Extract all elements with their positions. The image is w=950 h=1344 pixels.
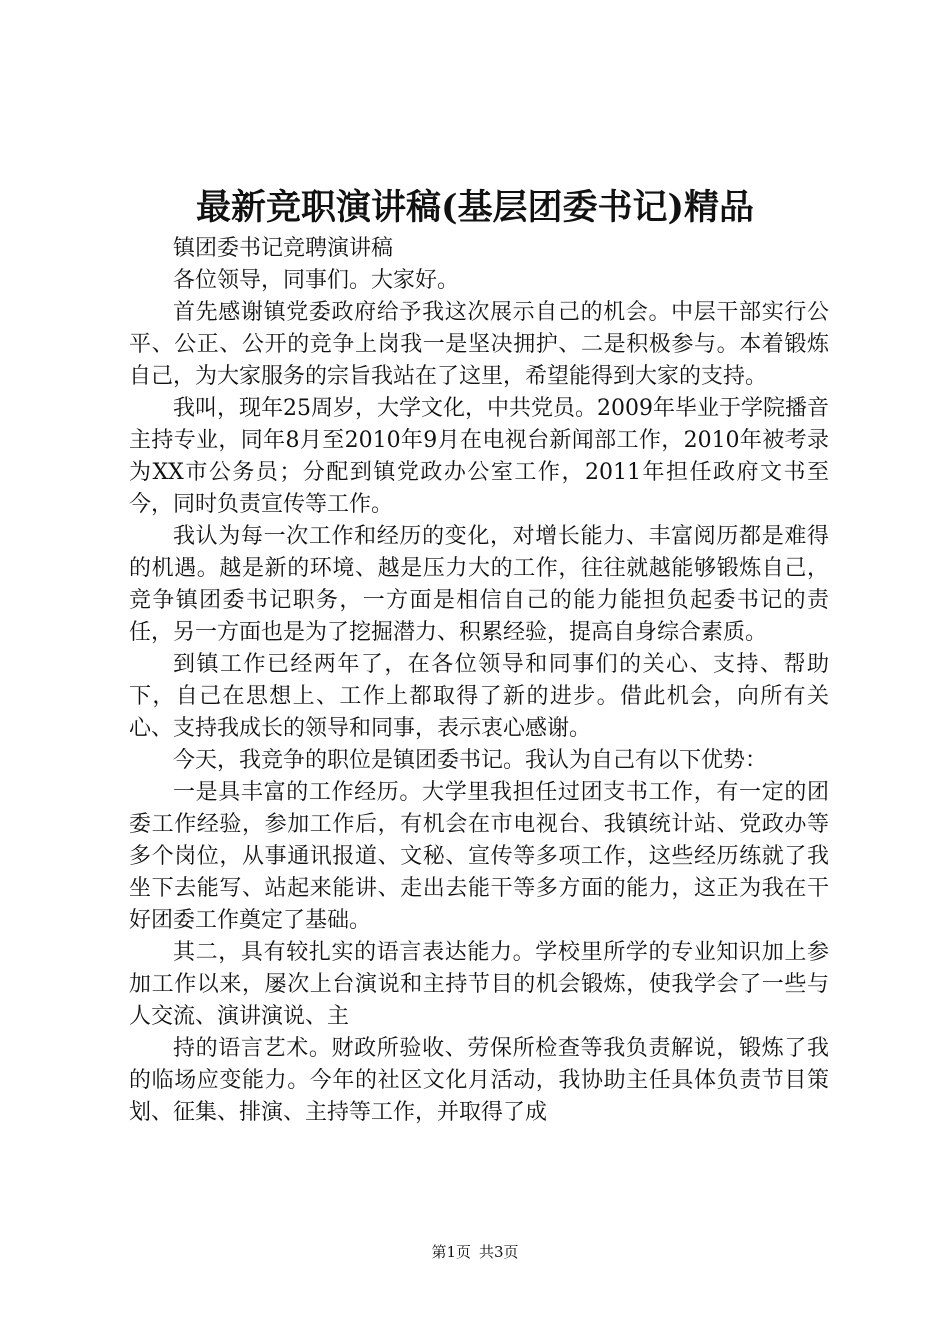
page-footer bbox=[0, 1240, 950, 1264]
body-paragraph: 首先感谢镇党委政府给予我这次展示自己的机会。中层干部实行公平、公正、公开的竞争上岗我一是坚决拥护、二是积极参与。本着锻炼自己，为大家服务的宗旨我站在了这里，希望能得到大家的支持。 bbox=[129, 300, 829, 389]
body-paragraph: 持的语言艺术。财政所验收、劳保所检查等我负责解说，锻炼了我的临场应变能力。今年的社区文化月活动，我协助主任具体负责节目策划、征集、排演、主持等工作，并取得了成 bbox=[129, 1036, 829, 1125]
greeting-paragraph: 各位领导，同事们。大家好。 bbox=[173, 268, 460, 293]
body-paragraph: 其二，具有较扎实的语言表达能力。学校里所学的专业知识加上参加工作以来，屡次上台演说和主持节目的机会锻炼，使我学会了一些与人交流、演讲演说、主 bbox=[129, 940, 829, 1029]
body-paragraph: 到镇工作已经两年了，在各位领导和同事们的关心、支持、帮助下，自己在思想上、工作上都取得了新的进步。借此机会，向所有关心、支持我成长的领导和同事，表示衷心感谢。 bbox=[129, 652, 829, 741]
document-title: 最新竞职演讲稿(基层团委书记)精品 bbox=[195, 187, 755, 228]
body-paragraph: 一是具丰富的工作经历。大学里我担任过团支书工作，有一定的团委工作经验，参加工作后，有机会在市电视台、我镇统计站、党政办等多个岗位，从事通讯报道、文秘、宣传等多项工作，这些经历练就了我坐下去能写、站起来能讲、走出去能干等多方面的能力，这正为我在干好团委工作奠定了基础。 bbox=[129, 780, 829, 933]
speech-subtitle: 镇团委书记竞聘演讲稿 bbox=[173, 236, 394, 261]
document-body bbox=[129, 233, 829, 1129]
body-paragraph: 我认为每一次工作和经历的变化，对增长能力、丰富阅历都是难得的机遇。越是新的环境、越是压力大的工作，往往就越能够锻炼自己，竞争镇团委书记职务，一方面是相信自己的能力能担负起委书记的责任，另一方面也是为了挖掘潜力、积累经验，提高自身综合素质。 bbox=[129, 524, 829, 645]
page-total: 共3页 bbox=[479, 1243, 519, 1261]
body-paragraph: 今天，我竞争的职位是镇团委书记。我认为自己有以下优势： bbox=[173, 748, 768, 773]
body-paragraph: 我叫，现年25周岁，大学文化，中共党员。2009年毕业于学院播音主持专业，同年8月至2010年9月在电视台新闻部工作，2010年被考录为XX市公务员；分配到镇党政办公室工作，2011年担任政府文书至今，同时负责宣传等工作。 bbox=[129, 396, 830, 517]
page-number: 第1页 bbox=[431, 1243, 471, 1261]
